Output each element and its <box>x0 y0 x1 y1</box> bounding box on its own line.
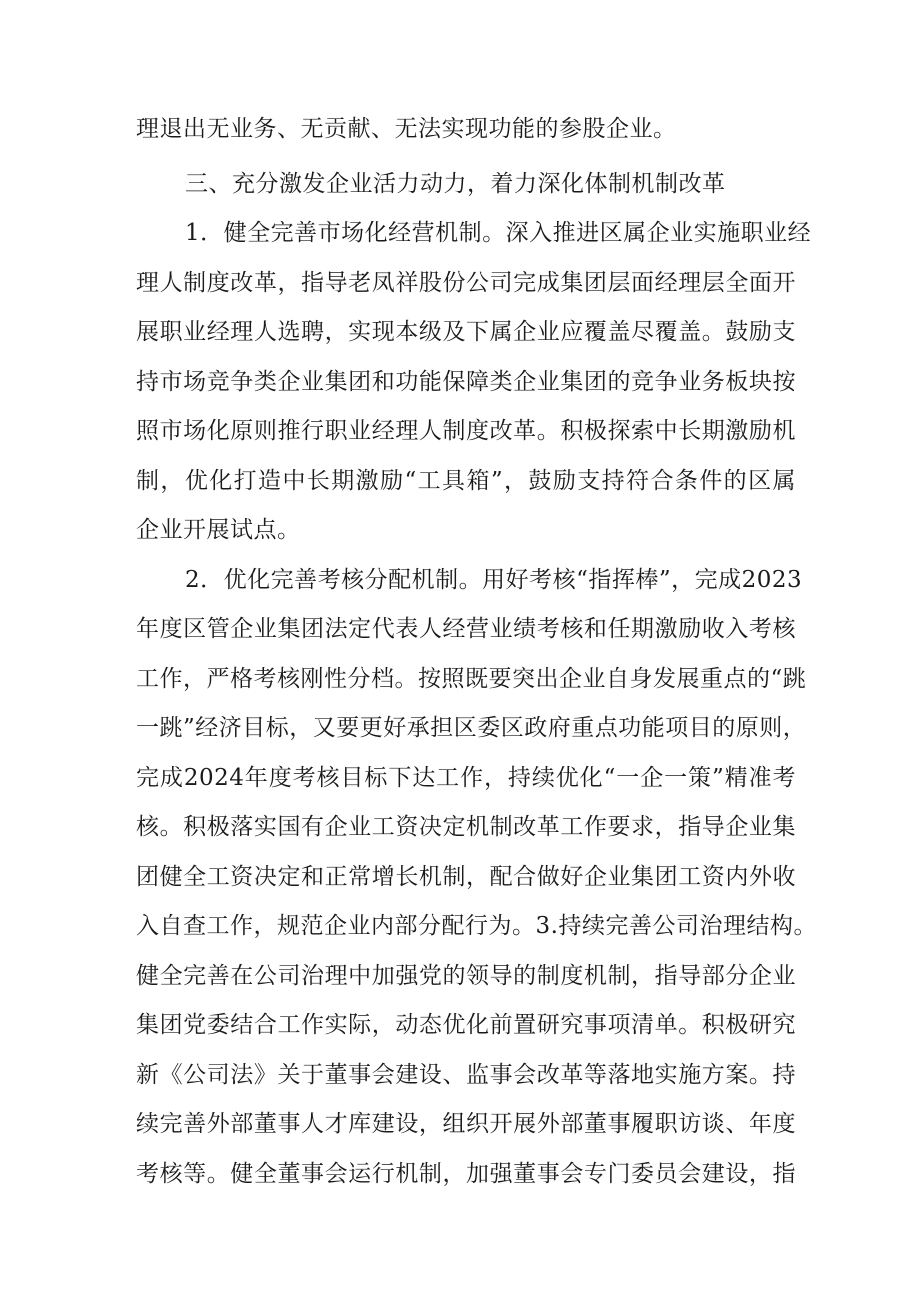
paragraph-line-21: 续完善外部董事人才库建设，组织开展外部董事履职访谈、年度 <box>136 1111 796 1137</box>
paragraph-line-16: 团健全工资决定和正常增长机制，配合做好企业集团工资内外收 <box>136 864 796 890</box>
paragraph-line-22: 考核等。健全董事会运行机制，加强董事会专门委员会建设，指 <box>136 1161 796 1187</box>
paragraph-line-5: 展职业经理人选聘，实现本级及下属企业应覆盖尽覆盖。鼓励支 <box>136 319 796 345</box>
paragraph-line-3: 1．健全完善市场化经营机制。深入推进区属企业实施职业经 <box>185 220 812 246</box>
paragraph-line-14: 完成2024年度考核目标下达工作，持续优化“一企一策”精准考 <box>136 765 796 791</box>
paragraph-line-15: 核。积极落实国有企业工资决定机制改革工作要求，指导企业集 <box>136 814 796 840</box>
paragraph-line-19: 集团党委结合工作实际，动态优化前置研究事项清单。积极研究 <box>136 1012 796 1038</box>
paragraph-line-11: 年度区管企业集团法定代表人经营业绩考核和任期激励收入考核 <box>136 616 796 642</box>
paragraph-line-13: 一跳”经济目标，又要更好承担区委区政府重点功能项目的原则， <box>136 715 807 741</box>
paragraph-line-17: 入自查工作，规范企业内部分配行为。3.持续完善公司治理结构。 <box>136 913 817 939</box>
paragraph-line-6: 持市场竞争类企业集团和功能保障类企业集团的竞争业务板块按 <box>136 369 796 395</box>
paragraph-line-7: 照市场化原则推行职业经理人制度改革。积极探索中长期激励机 <box>136 418 796 444</box>
paragraph-line-9: 企业开展试点。 <box>136 517 301 543</box>
paragraph-line-8: 制，优化打造中长期激励“工具箱”，鼓励支持符合条件的区属 <box>136 468 796 494</box>
section-heading: 三、充分激发企业活力动力，着力深化体制机制改革 <box>185 171 726 197</box>
paragraph-line-4: 理人制度改革，指导老凤祥股份公司完成集团层面经理层全面开 <box>136 270 796 296</box>
paragraph-line-20: 新《公司法》关于董事会建设、监事会改革等落地实施方案。持 <box>136 1062 796 1088</box>
paragraph-line-10: 2．优化完善考核分配机制。用好考核“指挥棒”，完成2023 <box>185 567 803 593</box>
paragraph-line-12: 工作，严格考核刚性分档。按照既要突出企业自身发展重点的“跳 <box>136 666 807 692</box>
paragraph-line-1: 理退出无业务、无贡献、无法实现功能的参股企业。 <box>136 116 677 142</box>
paragraph-line-18: 健全完善在公司治理中加强党的领导的制度机制，指导部分企业 <box>136 963 796 989</box>
